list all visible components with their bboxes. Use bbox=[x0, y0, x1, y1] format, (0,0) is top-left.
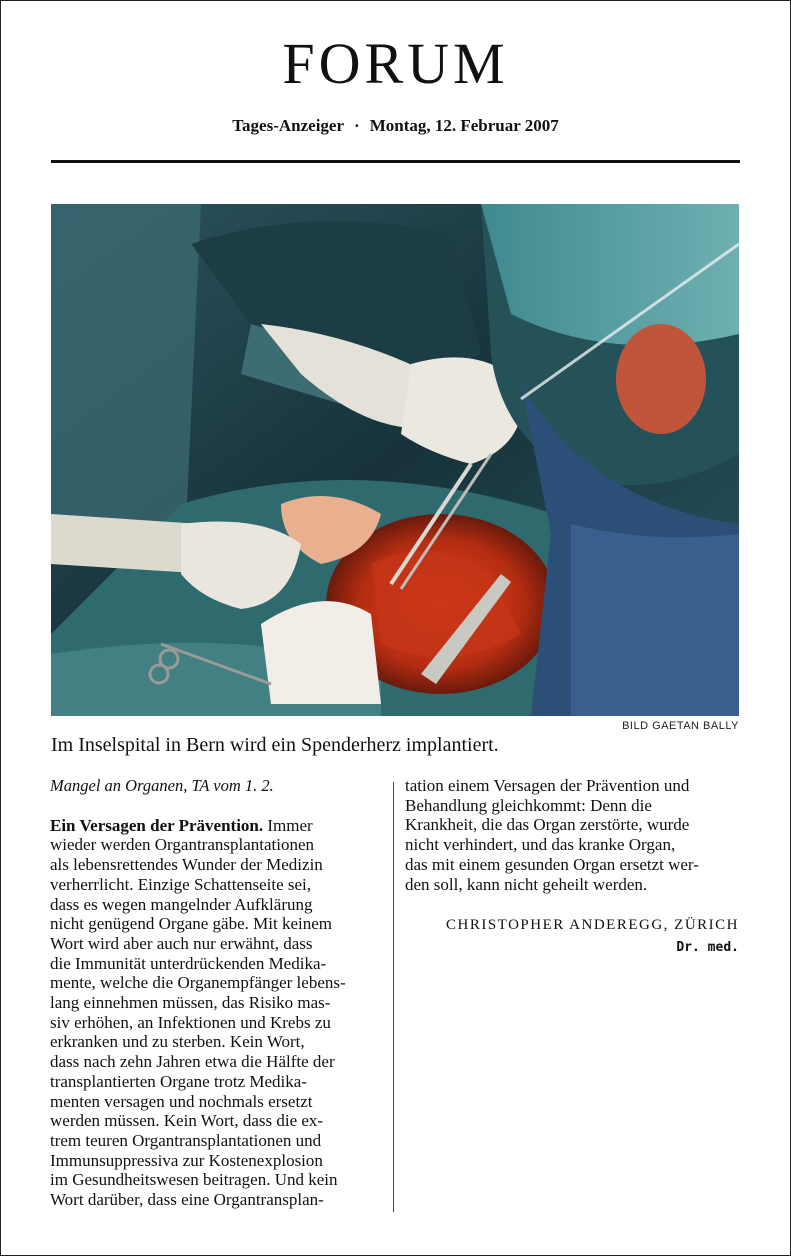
newspaper-name: Tages-Anzeiger bbox=[232, 116, 345, 135]
text-line: im Gesundheitswesen beitragen. Und kein bbox=[50, 1170, 338, 1190]
text-line: transplantierten Organe trotz Medika- bbox=[50, 1071, 307, 1091]
photo-caption: Im Inselspital in Bern wird ein Spenderherz implantiert. bbox=[51, 734, 499, 756]
column-divider bbox=[393, 782, 394, 1212]
text-line: lang einnehmen müssen, das Risiko mas- bbox=[50, 993, 331, 1013]
text-line: erkranken und zu sterben. Kein Wort, bbox=[50, 1032, 305, 1052]
letter-author: CHRISTOPHER ANDEREGG, ZÜRICH bbox=[446, 917, 739, 934]
text-line: nicht verhindert, und das kranke Organ, bbox=[405, 835, 676, 855]
text-line: die Immunität unterdrückenden Medika- bbox=[50, 953, 327, 973]
dateline-separator: · bbox=[354, 116, 360, 135]
text-line: werden müssen. Kein Wort, dass die ex- bbox=[50, 1111, 324, 1131]
issue-date: Montag, 12. Februar 2007 bbox=[369, 116, 559, 135]
text-line: Immunsuppressiva zur Kostenexplosion bbox=[50, 1150, 323, 1170]
text-line: Krankheit, die das Organ zerstörte, wurde bbox=[405, 815, 690, 835]
text-line-content: Immer bbox=[267, 815, 313, 835]
text-line: wieder werden Organtransplantationen bbox=[50, 835, 315, 855]
masthead-title: FORUM bbox=[282, 31, 509, 96]
text-line: das mit einem gesunden Organ ersetzt wer- bbox=[405, 854, 699, 874]
text-line: als lebensrettendes Wunder der Medizin bbox=[50, 855, 323, 875]
text-line: Behandlung gleichkommt: Denn die bbox=[405, 795, 652, 815]
surgery-photo bbox=[51, 204, 739, 716]
text-line: nicht genügend Organe gäbe. Mit keinem bbox=[50, 914, 332, 934]
text-line: verherrlicht. Einzige Schattenseite sei, bbox=[50, 874, 312, 894]
letter-headline: Ein Versagen der Prävention. bbox=[50, 815, 264, 835]
text-line: siv erhöhen, an Infektionen und Krebs zu bbox=[50, 1012, 331, 1032]
text-line: den soll, kann nicht geheilt werden. bbox=[405, 874, 648, 894]
header-rule bbox=[51, 160, 740, 163]
text-line: dass es wegen mangelnder Aufklärung bbox=[50, 894, 313, 914]
text-line: dass nach zehn Jahren etwa die Hälfte der bbox=[50, 1052, 335, 1072]
text-line: menten versagen und nochmals ersetzt bbox=[50, 1091, 313, 1111]
letter-column-left bbox=[50, 776, 380, 1210]
letter-reference: Mangel an Organen, TA vom 1. 2. bbox=[50, 776, 274, 795]
dateline bbox=[0, 116, 791, 136]
text-line: mente, welche die Organempfänger lebens- bbox=[50, 973, 346, 993]
text-line: Wort darüber, dass eine Organtransplan- bbox=[50, 1190, 324, 1210]
text-line: tation einem Versagen der Prävention und bbox=[405, 776, 690, 795]
text-line bbox=[50, 816, 380, 836]
photo-credit: BILD GAETAN BALLY bbox=[622, 720, 739, 732]
text-line: Wort wird aber auch nur erwähnt, dass bbox=[50, 933, 313, 953]
text-line: trem teuren Organtransplantationen und bbox=[50, 1130, 322, 1150]
author-title: Dr. med. bbox=[676, 939, 739, 955]
letter-column-right bbox=[405, 776, 739, 958]
